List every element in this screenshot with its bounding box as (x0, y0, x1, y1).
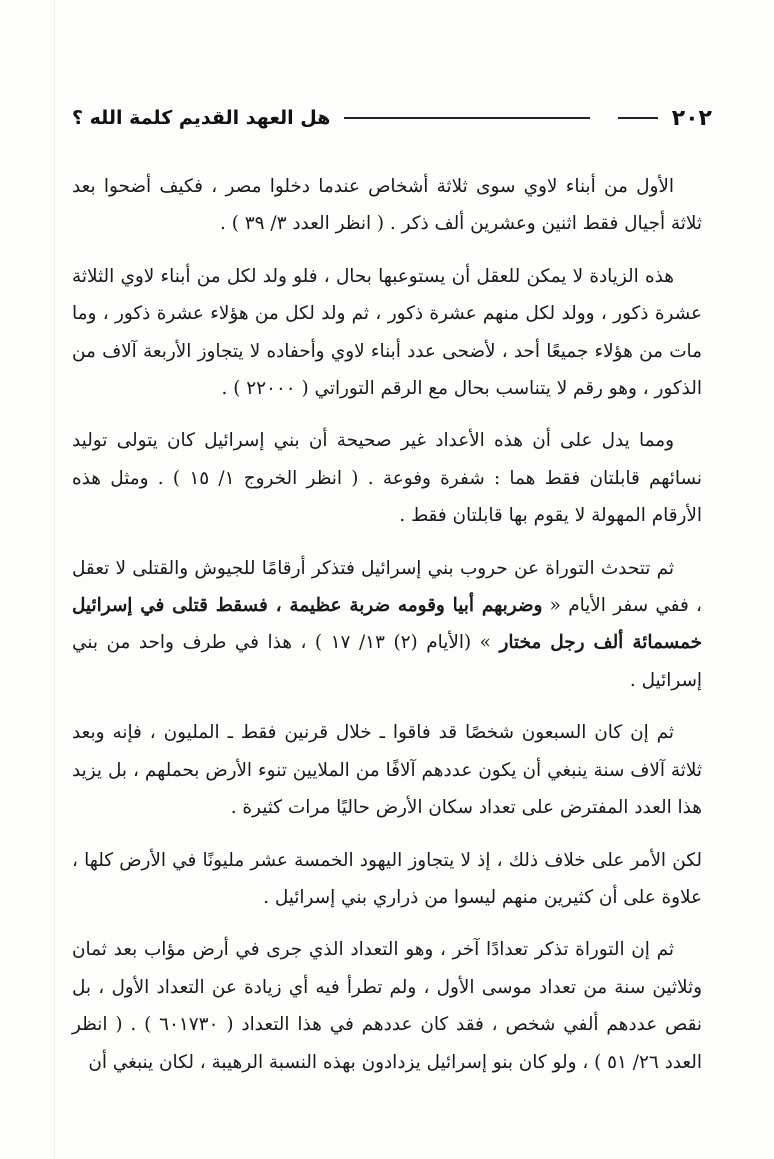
running-header (72, 98, 712, 138)
page-edge-mark (54, 0, 55, 1159)
paragraph-text: » (الأيام (٢) ١٣/ ١٧ ) ، هذا في طرف واحد من بني إسرائيل . (72, 632, 702, 691)
paragraph-6 (72, 842, 702, 917)
paragraph-text: ثم تتحدث التوراة عن حروب بني إسرائيل فتذكر أرقامًا للجيوش والقتلى لا تعقل ، ففي سفر الأيام « (72, 557, 702, 617)
book-title: هل العهد القديم كلمة الله ؟ (72, 107, 331, 129)
page-number: ٢٠٢ (671, 105, 712, 131)
paragraph-text: هذه الزيادة لا يمكن للعقل أن يستوعبها بحال ، فلو ولد لكل من أبناء لاوي الثلاثة عشرة ذكور ، وولد لكل منهم عشرة ذكور ، ثم ولد لكل من هؤلاء عشرة ذكور ، وما مات من هؤلاء جميعًا أحد ، لأضحى عدد أبناء لاوي وأحفاده لا يتجاوز الأربعة آلاف من الذكور ، وهو رقم لا يتناسب بحال مع الرقم التوراتي ( ٢٢٠٠٠ ) . (72, 265, 702, 400)
body-text (72, 168, 702, 1096)
paragraph-text: الأول من أبناء لاوي سوى ثلاثة أشخاص عندما دخلوا مصر ، فكيف أضحوا بعد ثلاثة أجيال فقط اثنين وعشرين ألف ذكر . ( انظر العدد ٣/ ٣٩ ) . (72, 176, 702, 235)
scripture-quote: وضربهم أبيا وقومه ضربة عظيمة ، فسقط قتلى في إسرائيل خمسمائة ألف رجل مختار (72, 595, 703, 654)
paragraph-text: ثم إن التوراة تذكر تعدادًا آخر ، وهو التعداد الذي جرى في أرض مؤاب بعد ثمان وثلاثين سنة من تعداد موسى الأول ، ولم تطرأ فيه أي زيادة عن التعداد الأول ، بل نقص عددهم ألفي شخص ، فقد كان عددهم في هذا التعداد ( ٦٠١٧٣٠ ) . ( انظر العدد ٢٦/ ٥١ ) ، ولو كان بنو إسرائيل يزدادون بهذه النسبة الرهيبة ، لكان ينبغي أن (72, 939, 702, 1073)
paragraph-3 (72, 422, 702, 534)
header-rule-short (618, 117, 658, 119)
paragraph-1 (72, 168, 702, 243)
paragraph-5 (72, 714, 702, 826)
paragraph-4 (72, 550, 702, 700)
paragraph-text: ثم إن كان السبعون شخصًا قد فاقوا ـ خلال قرنين فقط ـ المليون ، فإنه وبعد ثلاثة آلاف سنة ينبغي أن يكون عددهم آلافًا من الملايين تنوء الأرض بحملهم ، بل يزيد هذا العدد المفترض على تعداد سكان الأرض حاليًا مرات كثيرة . (72, 722, 702, 819)
header-rule-long (344, 117, 589, 119)
paragraph-text: لكن الأمر على خلاف ذلك ، إذ لا يتجاوز اليهود الخمسة عشر مليونًا في الأرض كلها ، علاوة على أن كثيرين منهم ليسوا من ذراري بني إسرائيل . (72, 849, 702, 908)
paragraph-7 (72, 931, 702, 1081)
paragraph-text: ومما يدل على أن هذه الأعداد غير صحيحة أن بني إسرائيل كان يتولى توليد نسائهم قابلتان فقط هما : شفرة وفوعة . ( انظر الخروج ١/ ١٥ ) . ومثل هذه الأرقام المهولة لا يقوم بها قابلتان فقط . (72, 430, 702, 527)
paragraph-2 (72, 258, 702, 408)
